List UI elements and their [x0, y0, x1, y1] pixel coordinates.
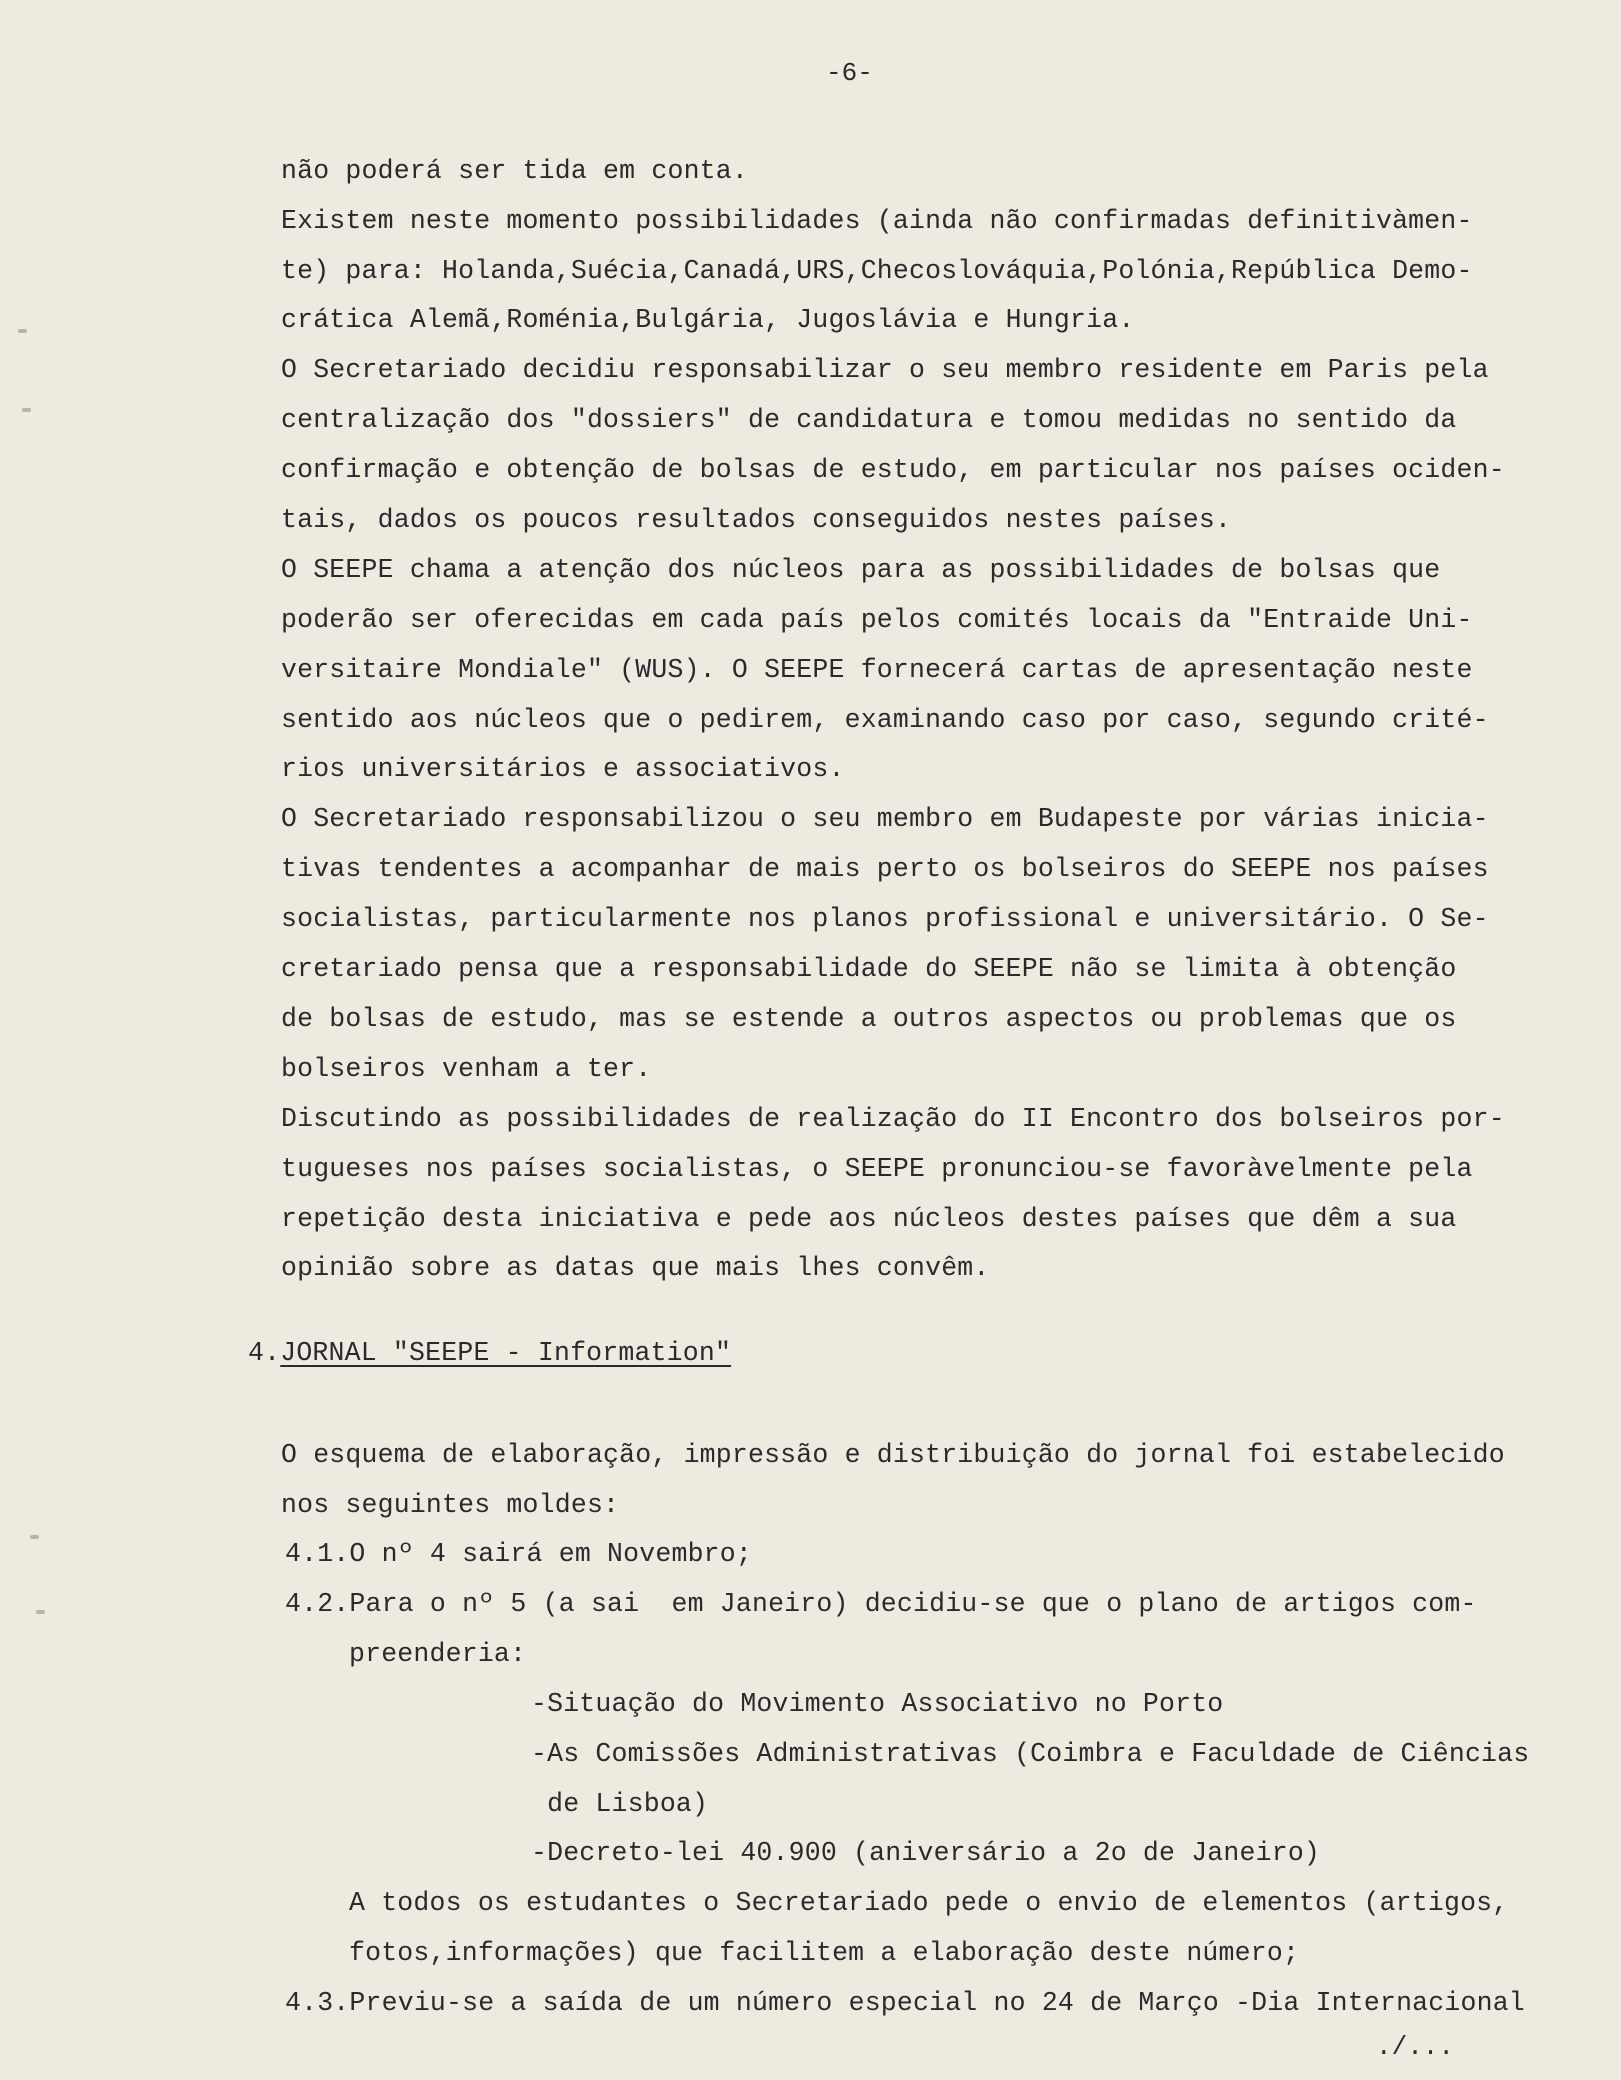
body-line: preenderia: — [349, 1639, 527, 1669]
section-title: JORNAL "SEEPE - Information" — [280, 1338, 732, 1368]
body-line: tais, dados os poucos resultados conseguidos nestes países. — [281, 505, 1232, 535]
body-line: te) para: Holanda,Suécia,Canadá,URS,Checoslováquia,Polónia,República Demo- — [281, 256, 1473, 286]
list-item: 4.3.Previu-se a saída de um número especial no 24 de Março -Dia Internacional — [285, 1988, 1525, 2018]
punch-mark — [22, 408, 31, 412]
body-line: tivas tendentes a acompanhar de mais perto os bolseiros do SEEPE nos países — [281, 854, 1489, 884]
body-line: repetição desta iniciativa e pede aos núcleos destes países que dêm a sua — [281, 1204, 1457, 1234]
body-line: versitaire Mondiale" (WUS). O SEEPE fornecerá cartas de apresentação neste — [281, 655, 1473, 685]
body-line: fotos,informações) que facilitem a elaboração deste número; — [349, 1938, 1300, 1968]
body-line: O Secretariado decidiu responsabilizar o seu membro residente em Paris pela — [281, 355, 1489, 385]
article-item: de Lisboa) — [531, 1789, 709, 1819]
body-line: O esquema de elaboração, impressão e distribuição do jornal foi estabelecido — [281, 1440, 1505, 1470]
body-line: cretariado pensa que a responsabilidade do SEEPE não se limita à obtenção — [281, 954, 1457, 984]
continuation-mark: ./... — [1376, 2032, 1455, 2062]
list-item: 4.2.Para o nº 5 (a sai em Janeiro) decidiu-se que o plano de artigos com- — [285, 1589, 1477, 1619]
page-number: -6- — [826, 58, 873, 88]
body-line: O Secretariado responsabilizou o seu membro em Budapeste por várias inicia- — [281, 804, 1489, 834]
body-line: rios universitários e associativos. — [281, 754, 845, 784]
body-line: de bolsas de estudo, mas se estende a outros aspectos ou problemas que os — [281, 1004, 1457, 1034]
article-item: -As Comissões Administrativas (Coimbra e Faculdade de Ciências — [531, 1739, 1530, 1769]
body-line: confirmação e obtenção de bolsas de estudo, em particular nos países ociden- — [281, 455, 1505, 485]
body-line: tugueses nos países socialistas, o SEEPE pronunciou-se favoràvelmente pela — [281, 1154, 1473, 1184]
body-line: não poderá ser tida em conta. — [281, 156, 748, 186]
section-number: 4. — [248, 1338, 281, 1368]
section-heading — [248, 1338, 731, 1368]
article-item: -Situação do Movimento Associativo no Porto — [531, 1689, 1224, 1719]
body-line: opinião sobre as datas que mais lhes convêm. — [281, 1253, 990, 1283]
punch-mark — [18, 329, 27, 333]
body-line: socialistas, particularmente nos planos profissional e universitário. O Se- — [281, 904, 1489, 934]
body-line: sentido aos núcleos que o pedirem, examinando caso por caso, segundo crité- — [281, 705, 1489, 735]
body-line: poderão ser oferecidas em cada país pelos comités locais da "Entraide Uni- — [281, 605, 1473, 635]
punch-mark — [36, 1610, 45, 1614]
body-line: O SEEPE chama a atenção dos núcleos para as possibilidades de bolsas que — [281, 555, 1441, 585]
body-line: Existem neste momento possibilidades (ainda não confirmadas definitivàmen- — [281, 206, 1473, 236]
body-line: centralização dos "dossiers" de candidatura e tomou medidas no sentido da — [281, 405, 1457, 435]
article-item: -Decreto-lei 40.900 (aniversário a 2o de Janeiro) — [531, 1838, 1321, 1868]
punch-mark — [30, 1535, 39, 1539]
body-line: nos seguintes moldes: — [281, 1490, 620, 1520]
body-line: crática Alemã,Roménia,Bulgária, Jugoslávia e Hungria. — [281, 305, 1135, 335]
body-line: A todos os estudantes o Secretariado pede o envio de elementos (artigos, — [349, 1888, 1509, 1918]
body-line: bolseiros venham a ter. — [281, 1054, 652, 1084]
body-line: Discutindo as possibilidades de realização do II Encontro dos bolseiros por- — [281, 1104, 1505, 1134]
list-item: 4.1.O nº 4 sairá em Novembro; — [285, 1539, 752, 1569]
